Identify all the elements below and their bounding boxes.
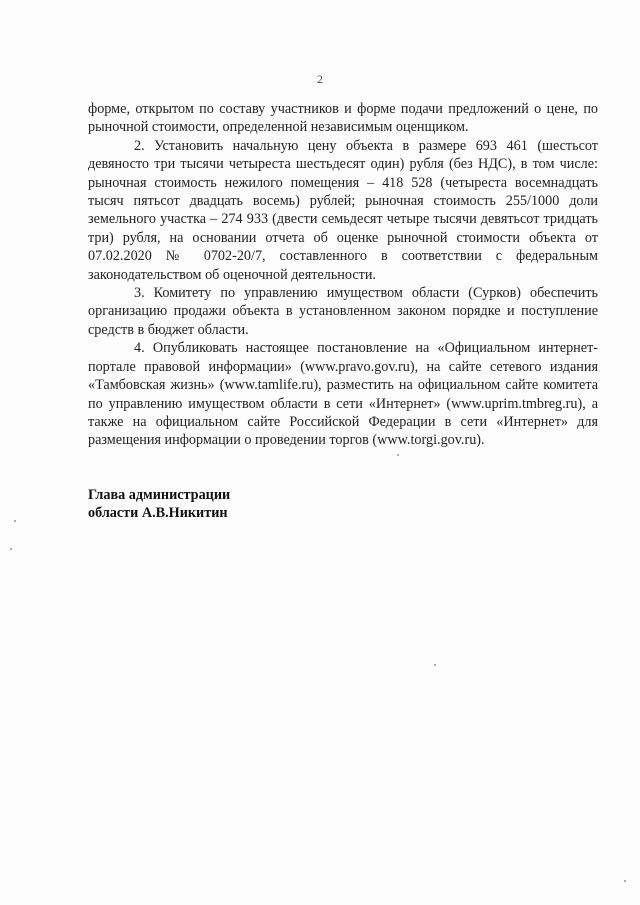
page-number: 2 bbox=[317, 72, 323, 86]
signature-title: Глава администрации bbox=[88, 487, 231, 503]
scan-speck bbox=[624, 880, 626, 882]
scan-speck bbox=[10, 548, 12, 550]
scan-speck bbox=[397, 454, 399, 456]
paragraph-item-2-price: 2. Установить начальную цену объекта в размере 693 461 (шестьсот девяносто три тысячи четыреста шестьдесят один) рубля (без НДС), в том числе: рыночная стоимость нежилого помещения – 418 528 (четыреста восемнадцать тысяч пятьсот двадцать восемь) рублей; рыночная стоимость 255/1000 доли земельного участка – 274 933 (двести семьдесят четыре тысячи девятьсот тридцать три) рубля, на основании отчета об оценке рыночной стоимости объекта от 07.02.2020 № 0702-20/7, составленного в соответствии с федеральным законодательством об оценочной деятельности. bbox=[88, 137, 598, 283]
paragraph-item-3-committee: 3. Комитету по управлению имуществом области (Сурков) обеспечить организацию продажи объекта в установленном законом порядке и поступление средств в бюджет области. bbox=[88, 285, 598, 338]
scan-speck bbox=[434, 664, 436, 666]
paragraph-continuation: форме, открытом по составу участников и форме подачи предложений о цене, по рыночной стоимости, определенной независимым оценщиком. bbox=[88, 101, 598, 136]
document-body bbox=[88, 100, 598, 450]
signature-block bbox=[88, 486, 230, 522]
signature-name: области А.В.Никитин bbox=[88, 505, 228, 521]
scan-speck bbox=[14, 520, 16, 522]
paragraph-item-4-publish: 4. Опубликовать настоящее постановление на «Официальном интернет-портале правовой информации» (www.pravo.gov.ru), на сайте сетевого издания «Тамбовская жизнь» (www.tamlife.ru), разместить на официальном сайте комитета по управлению имуществом области в сети «Интернет» (www.uprim.tmbreg.ru), а также на официальном сайте Российской Федерации в сети «Интернет» для размещения информации о проведении торгов (www.torgi.gov.ru). bbox=[88, 340, 598, 449]
